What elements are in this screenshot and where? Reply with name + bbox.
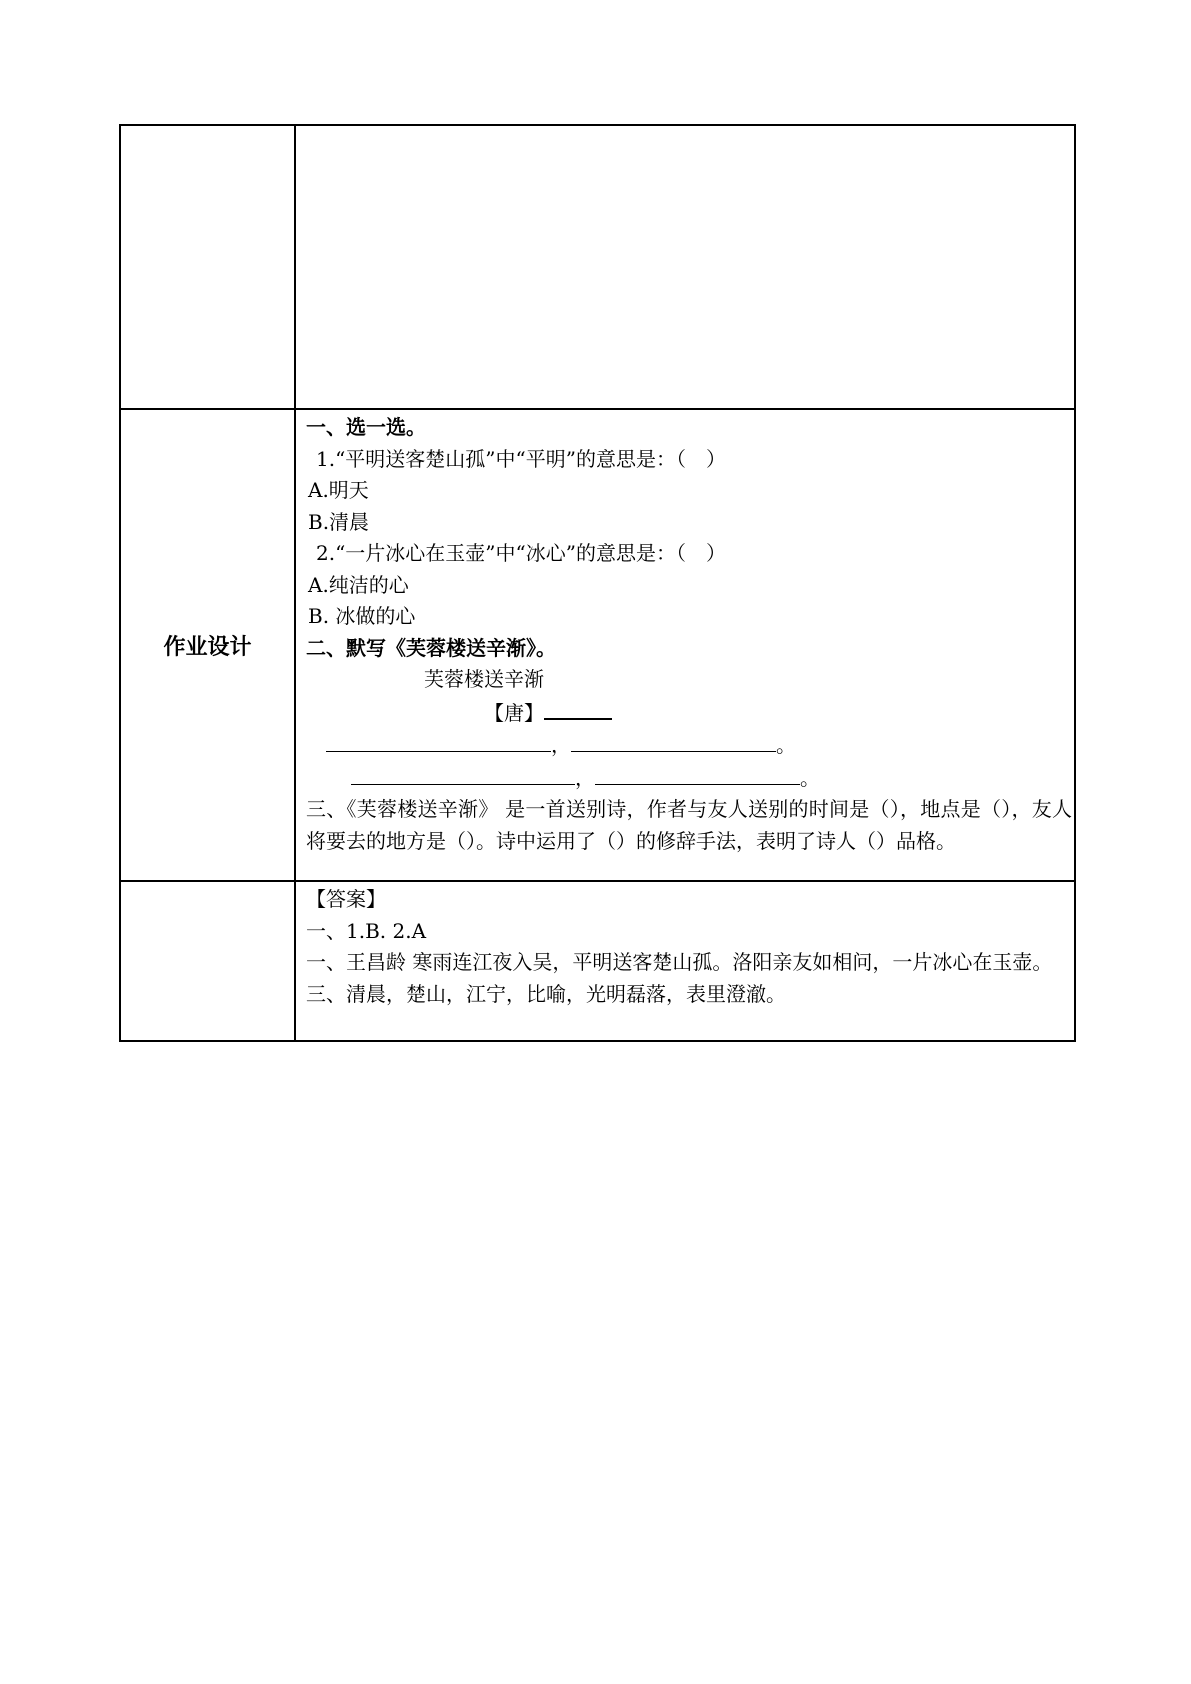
row1-label-cell xyxy=(120,125,295,409)
row1-content-cell xyxy=(295,125,1075,409)
lesson-table xyxy=(119,124,1076,1042)
answers-content-cell xyxy=(295,881,1075,1041)
poem-dynasty: 【唐】 xyxy=(484,700,544,725)
question-2-option-a: A.纯洁的心 xyxy=(308,572,409,597)
answer-2: 一、王昌龄 寒雨连江夜入吴，平明送客楚山孤。洛阳亲友如相问，一片冰心在玉壶。 xyxy=(306,950,1053,974)
table-row xyxy=(120,409,1075,881)
poem-blank xyxy=(571,729,776,752)
question-2: 2.“一片冰心在玉壶”中“冰心”的意思是：（ ） xyxy=(316,541,726,565)
answer-3: 三、清晨，楚山，江宁，比喻，光明磊落，表里澄澈。 xyxy=(306,981,786,1006)
section2-heading: 二、默写《芙蓉楼送辛渐》。 xyxy=(306,635,556,660)
question-1-option-a: A.明天 xyxy=(308,478,369,502)
answer-1: 一、1.B. 2.A xyxy=(306,918,427,943)
poem-title: 芙蓉楼送辛渐 xyxy=(424,667,544,691)
section3-question: 三、《芙蓉楼送辛渐》 是一首送别诗，作者与友人送别的时间是（），地点是（），友人将要去的地方是（）。诗中运用了（）的修辞手法，表明了诗人（）品格。 xyxy=(306,797,1072,853)
poem-line-2 xyxy=(306,762,1072,795)
poem-line-1 xyxy=(306,729,1072,762)
poem-comma: ， xyxy=(551,733,571,757)
question-1-option-b: B.清晨 xyxy=(308,509,370,534)
question-2-option-b: B. 冰做的心 xyxy=(308,604,416,628)
answers-heading: 【答案】 xyxy=(306,887,386,911)
table-row xyxy=(120,125,1075,409)
poem-author-line xyxy=(306,696,1072,730)
homework-label: 作业设计 xyxy=(120,409,295,881)
poem-period: 。 xyxy=(800,765,820,790)
question-1: 1.“平明送客楚山孤”中“平明”的意思是：（ ） xyxy=(316,446,726,471)
poem-blank xyxy=(595,762,800,785)
homework-content-cell xyxy=(295,409,1075,881)
section1-heading: 一、选一选。 xyxy=(306,415,426,439)
poem-comma: ， xyxy=(575,765,595,790)
author-blank xyxy=(544,696,612,720)
poem-blank xyxy=(326,729,551,752)
poem-period: 。 xyxy=(776,733,796,757)
table-row xyxy=(120,881,1075,1041)
poem-blank xyxy=(351,762,575,785)
row3-label-cell xyxy=(120,881,295,1041)
